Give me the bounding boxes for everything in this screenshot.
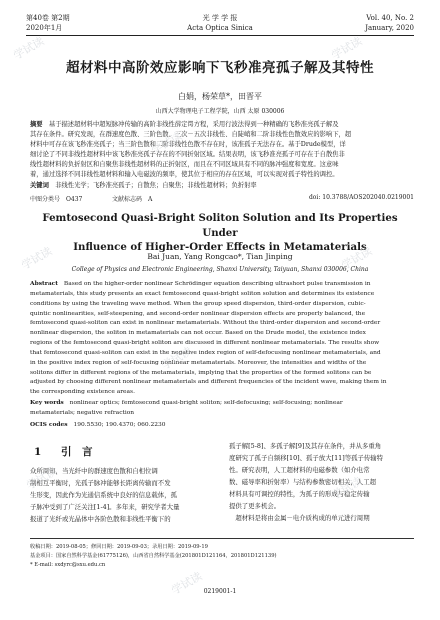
abstract-zh [30,120,414,179]
abstract-zh-line: 摘要 基于描述超材料中超短脉冲传输的高阶非线性薛定谔方程，采用行波法得到一种精确的飞秒准亮孤子解及 [30,121,339,128]
date-en: January, 2020 [365,24,414,32]
section-title: 引 言 [60,446,93,458]
intro-line: 数、磁导率和折射率）与结构参数密切相关，人工超 [229,478,376,486]
keywords-zh-value: 非线性光学；飞秒准亮孤子；自散焦；自聚焦；非线性超材料；负折射率 [55,182,257,189]
date-zh: 2020年1月 [26,24,63,32]
ocis-codes [30,420,166,431]
title-en-line: Femtosecond Quasi-Bright Soliton Solution and Its Properties Under [42,212,398,239]
watermark: 学试读 [329,474,365,503]
abstract-en-line: conditions by using the traveling wave method. When the group speed dispersion, third-order dispersion, cubic- [30,300,366,307]
abstract-zh-line: 其存在条件。研究发现，在群速度色散、三阶色散、三次－五次非线性、自陡峭和二阶非线性色散效应的影响下，超 [30,130,352,138]
keywords-en [30,398,414,419]
footnotes [30,543,414,570]
intro-line: 生形变，因此作为光通信系统中良好的信息载体，孤 [30,491,177,499]
doi: doi: 10.3788/AOS202040.0219001 [308,194,414,201]
title-en [26,211,414,255]
watermark: 学试读 [169,569,205,598]
abstract-en-line: Abstract Based on the higher-order nonlinear Schrödinger equation describing ultrashort pulse transmission in [30,280,371,287]
abstract-zh-line: 着，通过选择不同非线性超材料和输入电磁波的频率，使其位于相应的存在区域，可以实现对孤子特性的调控。 [30,170,339,178]
received-date-note: 收稿日期：2019-08-05；修回日期：2019-09-03；录用日期：2019-09-19 [30,544,208,550]
document-code: 文献标志码 A [112,196,153,203]
abstract-en-line: femtosecond quasi-soliton can exist in nonlinear metamaterials. Without the third-order dispersion and second-order [30,320,381,327]
ocis-value: 190.5530; 190.4370; 060.2230 [73,422,166,428]
abstract-zh-line: 线性超材料的负折射区和自聚焦非线性超材料的正折射区，而且在不同区域具有不同的脉冲强度和宽度。这意味 [30,160,339,168]
authors-zh: 白娟，杨荣草*，田晋平 [178,92,262,101]
abstract-en-line: that femtosecond quasi-soliton can exist in the negative index region of self-defocusing nonlinear metamaterials, and [30,349,381,356]
affiliation-en: College of Physics and Electronic Engineering, Shanxi University, Taiyuan, Shanxi 030006, China [71,266,369,273]
authors-en: Bai Juan, Yang Rongcao*, Tian Jinping [147,252,293,261]
watermark: 学试读 [159,344,195,373]
intro-line: 子脉冲受到了广泛关注[1-4]。多年来，研究学者大量 [30,503,180,511]
intro-line: 制相互平衡时，光孤子脉冲能够长距离传输而不发 [30,479,171,487]
ocis-label: OCIS codes [30,421,68,428]
title-zh: 超材料中高阶效应影响下飞秒准亮孤子解及其特性 [66,60,374,76]
email-note: * E-mail: sxdyrc@sxu.edu.cn [30,562,106,568]
keywords-en-value: metamaterials; negative refraction [30,409,135,416]
footnote-rule [30,538,414,539]
watermark: 学试读 [149,129,185,158]
journal-name-zh: 光 学 学 报 [202,14,238,22]
affiliation-zh: 山西大学物理电子工程学院，山西 太原 030006 [155,108,285,115]
keywords-en-value: nonlinear optics; femtosecond quasi-bright soliton; self-defocusing; self-focusing; nonlinear [69,400,343,406]
abstract-en-line: adjusted by choosing different nonlinear metamaterials and different frequencies of the incident wave, making them in [30,379,387,386]
keywords-en-label: Key words [30,399,64,406]
intro-left-column [30,465,215,525]
intro-line: 超材料是将由金属－电介质构成的单元进行周期 [229,514,370,522]
intro-line: 提供了更多机会。 [229,502,281,510]
watermark: 学试读 [19,244,55,273]
abstract-en-line: regions of the femtosecond quasi-bright soliton are discussed in different nonlinear metamaterials. The results show [30,340,380,347]
intro-line: 度研究了孤子自频移[10]、孤子放大[11]等孤子传输特 [229,454,384,462]
section-heading [34,444,92,459]
intro-line: 性。研究表明，人工超材料的电磁参数（如介电常 [229,466,370,474]
abstract-en-label: Abstract [30,280,58,287]
funding-note: 基金项目：国家自然科学基金(61775126)，山西省自然科学基金(201801D121164，201801D121139) [30,553,277,559]
abstract-en-line: solitons differ in different regions of the metamaterials, implying that the properties of the formed solitons can be [30,369,372,376]
abstract-en-line: nonlinear dispersion, the soliton in metamaterials can not occur. Based on the Drude model, the existence index [30,330,366,337]
journal-name-en: Acta Optica Sinica [187,24,253,32]
abstract-en-line: metamaterials, this study presents an exact femtosecond quasi-bright soliton solution and determines its existence [30,290,375,297]
intro-line: 孤子解[5-8]、多孤子解[9]及其存在条件，并从多重角 [229,442,382,450]
intro-line: 众所周知，当光纤中的群速度色散和自相位调 [30,467,158,475]
volume-en: Vol. 40, No. 2 [366,14,414,22]
watermark: 学试读 [329,34,365,63]
keywords-zh [30,181,414,191]
abstract-en-line: the corresponding existence areas. [30,389,135,396]
keywords-zh-label: 关键词 [30,182,49,189]
clc-number: 中图分类号 O437 [30,196,83,203]
abstract-zh-line: 材料中可存在该飞秒准亮孤子；当三阶色散和二阶非线性色散不存在时，该准孤子无法存在。基于Drude模型，详 [30,140,346,148]
watermark: 学试读 [11,34,47,63]
abstract-zh-label: 摘要 [30,121,43,128]
section-number: 1 [34,446,42,458]
abstract-en-line: quintic nonlinearities, self-steepening, and second-order nonlinear dispersion effects are properly balanced, the [30,310,366,317]
watermark: 学试读 [24,464,60,493]
page-number: 0219001-1 [203,588,237,595]
volume-zh: 第40卷 第2期 [26,14,70,22]
title-en-line: Influence of Higher-Order Effects in Metamaterials [73,241,367,253]
abstract-en [30,279,414,398]
watermark: 学试读 [339,244,375,273]
abstract-en-line: in the positive index region of self-focusing nonlinear metamaterials. Moreover, the intensities and widths of the [30,359,367,366]
abstract-zh-line: 细讨论了不同非线性超材料中该飞秒准亮孤子存在的不同折射区域。结果表明，该飞秒准亮孤子可存在于自散焦非 [30,150,345,158]
header-rule [26,35,414,36]
intro-line: 材料具有可调控的特性，为孤子的形成与稳定传输 [229,490,370,498]
intro-line: 报道了光纤或光晶体中各阶色散和非线性平衡下的 [30,515,171,523]
intro-right-column [229,440,414,524]
